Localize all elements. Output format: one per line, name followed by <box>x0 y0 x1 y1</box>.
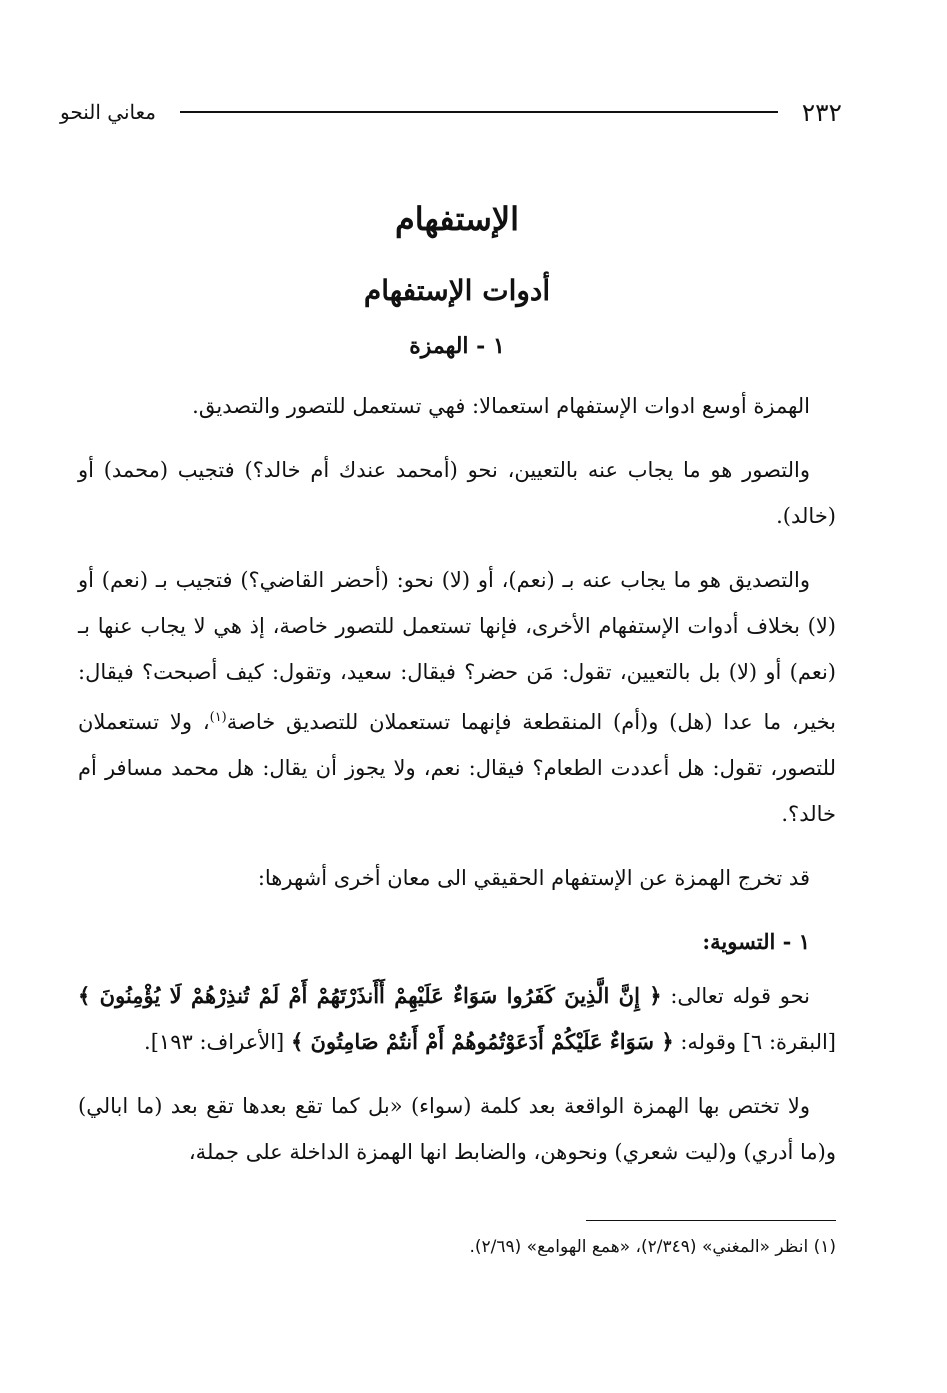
running-title: معاني النحو <box>60 100 156 124</box>
paragraph-2: والتصور هو ما يجاب عنه بالتعيين، نحو (أمحمد عندك أم خالد؟) فتجيب (محمد) أو (خالد). <box>78 458 836 528</box>
footnote: (١) انظر «المغني» (٢/٣٤٩)، «همع الهوامع» (٢/٦٩). <box>469 1237 836 1257</box>
section-title: أدوات الإستفهام <box>363 274 551 307</box>
paragraph-last: ولا تختص بها الهمزة الواقعة بعد كلمة (سواء) «بل كما تقع بعدها تقع بعد (ما ابالي) و(ما أدري) و(ليت شعري) ونحوهن، والضابط انها الهمزة الداخلة على جملة، <box>78 1094 836 1164</box>
page-body <box>78 200 836 1193</box>
paragraph-1: الهمزة أوسع ادوات الإستفهام استعمالا: فهي تستعمل للتصور والتصديق. <box>192 394 810 418</box>
quran-verse-1: ﴿ إِنَّ الَّذِينَ كَفَرُوا سَوَاءٌ عَلَيْهِمْ أَأَنذَرْتَهُمْ أَمْ لَمْ تُنذِرْهُمْ لَا يُؤْمِنُونَ ﴾ <box>78 983 662 1008</box>
chapter-title: الإستفهام <box>394 200 520 238</box>
paragraph-3-text-b: ، ولا تستعملان للتصور، تقول: هل أعددت الطعام؟ فيقال: نعم، ولا يجوز أن يقال: هل محمد مسافر أم خالد؟. <box>78 710 836 826</box>
paragraph-3-text-a: والتصديق هو ما يجاب عنه بـ (نعم)، أو (لا) نحو: (أحضر القاضي؟) فتجيب بـ (نعم) أو (لا) بخلاف أدوات الإستفهام الأخرى، فإنها تستعمل للتصور خاصة، إذ هي لا يجاب عنها بـ (نعم) أو (لا) بل بالتعيين، تقول: مَن حضر؟ فيقال: سعيد، وتقول: كيف أصبحت؟ فيقال: بخير، ما عدا (هل) و(أم) المنقطعة فإنهما تستعملان للتصديق خاصة <box>78 568 837 734</box>
page-number: ٢٣٢ <box>801 97 842 127</box>
subheading-taswiya: ١ - التسوية: <box>702 929 810 954</box>
paragraph-4: قد تخرج الهمزة عن الإستفهام الحقيقي الى معان أخرى أشهرها: <box>257 866 810 890</box>
quran-ref-1: [البقرة: ٦] <box>742 1030 836 1054</box>
quran-mid: وقوله: <box>680 1030 737 1054</box>
header-rule <box>180 111 778 113</box>
quran-ref-2: [الأعراف: ١٩٣]. <box>144 1030 285 1054</box>
footnote-marker: (١) <box>209 710 227 725</box>
subsection-title: ١ - الهمزة <box>409 333 505 359</box>
quran-paragraph <box>78 973 836 1065</box>
paragraph-3 <box>78 557 836 837</box>
footnote-rule <box>586 1220 836 1221</box>
page-header <box>60 92 842 132</box>
quran-verse-2: ﴿ سَوَاءٌ عَلَيْكُمْ أَدَعَوْتُمُوهُمْ أَمْ أَنتُمْ صَامِتُونَ ﴾ <box>290 1029 674 1054</box>
quran-lead: نحو قوله تعالى: <box>670 984 810 1008</box>
